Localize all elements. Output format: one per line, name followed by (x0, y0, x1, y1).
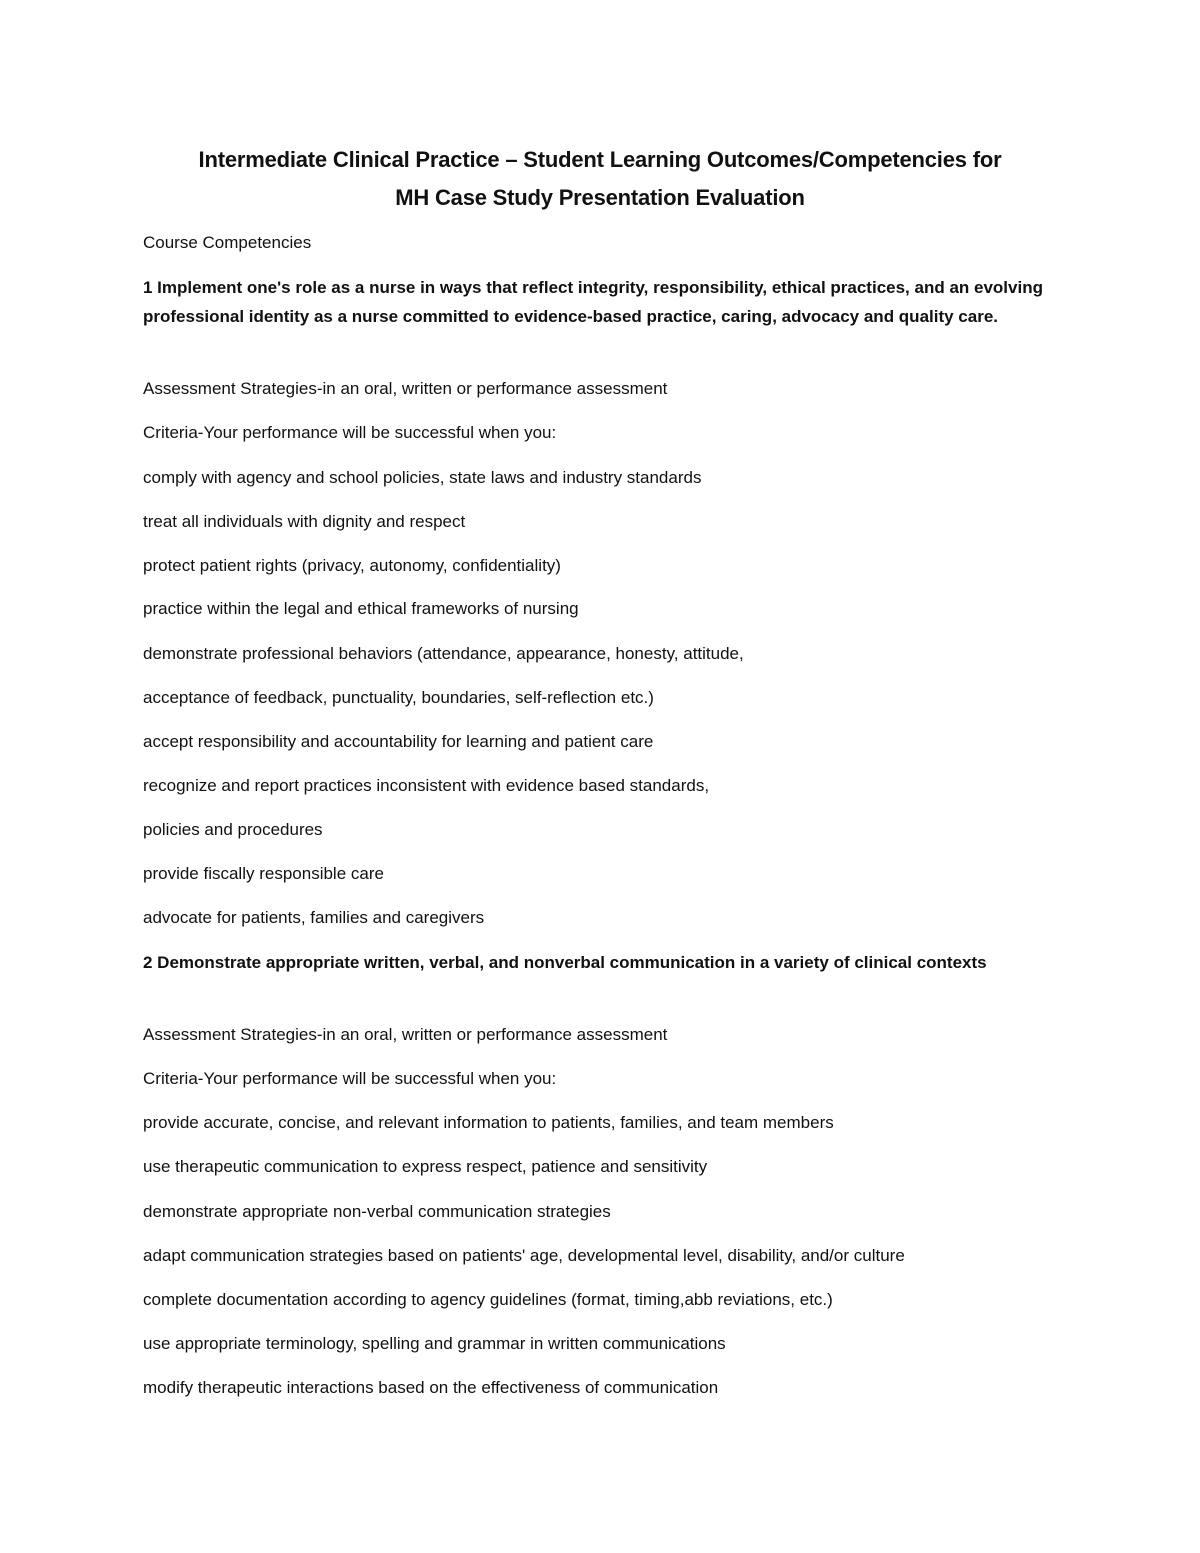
competency-1-item: policies and procedures (143, 820, 323, 839)
competency-1-assessment: Assessment Strategies-in an oral, written or performance assessment (143, 379, 668, 398)
document-title-line-1: Intermediate Clinical Practice – Student Learning Outcomes/Competencies for (198, 147, 1002, 172)
competency-2-item: use therapeutic communication to express respect, patience and sensitivity (143, 1157, 708, 1176)
competency-1-item: advocate for patients, families and caregivers (143, 908, 485, 927)
competency-1-item: protect patient rights (privacy, autonomy, confidentiality) (143, 556, 561, 575)
document-title-line-2: MH Case Study Presentation Evaluation (395, 185, 805, 210)
competency-2-assessment: Assessment Strategies-in an oral, written or performance assessment (143, 1025, 668, 1044)
competency-1-item: treat all individuals with dignity and respect (143, 512, 466, 531)
competency-1-item: practice within the legal and ethical frameworks of nursing (143, 599, 579, 618)
competency-1-item: comply with agency and school policies, state laws and industry standards (143, 468, 702, 487)
competency-1-item: accept responsibility and accountability for learning and patient care (143, 732, 654, 751)
competency-1-criteria: Criteria-Your performance will be successful when you: (143, 423, 557, 442)
competency-1-item: acceptance of feedback, punctuality, boundaries, self-reflection etc.) (143, 688, 654, 707)
competency-2-item: complete documentation according to agency guidelines (format, timing,abb reviations, etc.) (143, 1290, 833, 1309)
competency-1-item: demonstrate professional behaviors (attendance, appearance, honesty, attitude, (143, 644, 744, 663)
competency-2-item: adapt communication strategies based on patients' age, developmental level, disability, and/or culture (143, 1246, 905, 1265)
competency-1-heading: 1 Implement one's role as a nurse in ways that reflect integrity, responsibility, ethical practices, and an evolving professional identity as a nurse committed to evidence-based practice, caring, advocacy and quality care. (143, 278, 1043, 326)
competency-2-item: provide accurate, concise, and relevant information to patients, families, and team members (143, 1113, 834, 1132)
competency-1-item: recognize and report practices inconsistent with evidence based standards, (143, 776, 710, 795)
competency-2-item: modify therapeutic interactions based on the effectiveness of communication (143, 1378, 719, 1397)
competency-2-item: use appropriate terminology, spelling and grammar in written communications (143, 1334, 726, 1353)
competency-2-item: demonstrate appropriate non-verbal communication strategies (143, 1202, 611, 1221)
competency-1-item: provide fiscally responsible care (143, 864, 384, 883)
competency-2-heading: 2 Demonstrate appropriate written, verbal, and nonverbal communication in a variety of clinical contexts (143, 953, 987, 972)
competency-2-criteria: Criteria-Your performance will be successful when you: (143, 1069, 557, 1088)
section-label: Course Competencies (143, 233, 312, 252)
